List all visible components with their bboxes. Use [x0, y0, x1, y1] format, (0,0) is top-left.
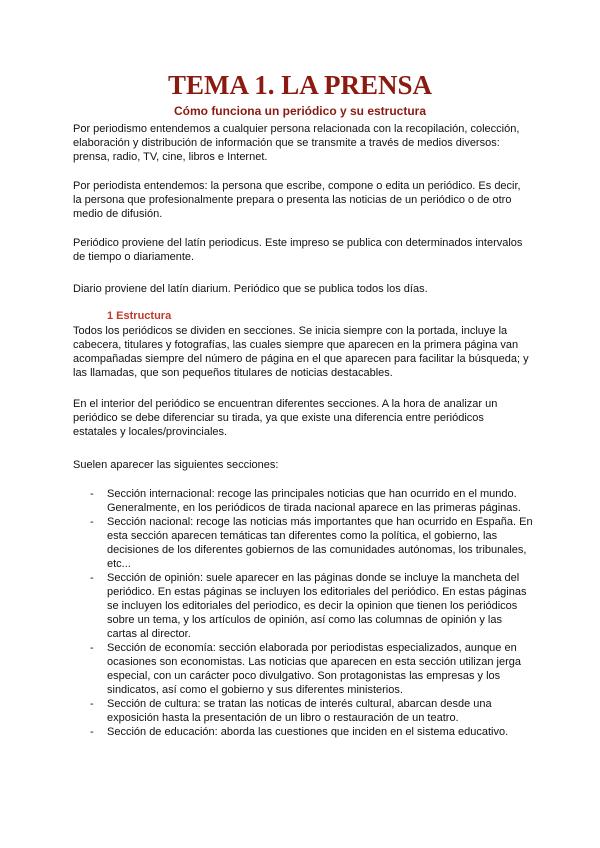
- paragraph-periodista: Por periodista entendemos: la persona que escribe, compone o edita un periódico. Es decir, la persona que profesionalmente prepara o presenta las noticias de un periódico o de otro medio de difusión.: [73, 180, 521, 220]
- list-item-text: Sección de opinión: suele aparecer en las páginas donde se incluye la mancheta del periódico. En estas páginas se incluyen los editoriales del periódico. En estas páginas se incluyen los editoriales del periodico, es decir la opinion que tienen los periódicos sobre un tema, y los artículos de opinión, así como las columnas de opinión y las cartas al director.: [107, 572, 527, 640]
- list-dash: -: [90, 488, 94, 500]
- list-item-text: Sección nacional: recoge las noticias más importantes que han ocurrido en España. En esta sección aparecen temáticas tan diferentes como la política, el gobierno, las decisiones de los diferentes gobiernos de las comunidades autónomas, los tribunales, etc...: [107, 516, 533, 570]
- list-item: [73, 725, 533, 739]
- list-item: [73, 571, 533, 641]
- list-dash: -: [90, 642, 94, 654]
- list-item-text: Sección internacional: recoge las principales noticias que han ocurrido en el mundo. Generalmente, en los periódicos de tirada nacional aparece en las primeras páginas.: [107, 488, 521, 514]
- list-dash: -: [90, 516, 94, 528]
- list-item: [73, 515, 533, 571]
- paragraph-periodico: Periódico proviene del latín periodicus. Este impreso se publica con determinados intervalos de tiempo o diariamente.: [73, 237, 523, 263]
- sections-list: [73, 487, 533, 739]
- page-subtitle: Cómo funciona un periódico y su estructura: [173, 104, 427, 118]
- list-item-text: Sección de educación: aborda las cuestiones que inciden en el sistema educativo.: [107, 726, 509, 738]
- list-item-text: Sección de economía: sección elaborada por periodistas especializados, aunque en ocasiones son economistas. Las noticias que aparecen en esta sección utilizan jerga especial, con un carácter poco divulgativo. Son protagonistas las empresas y los sindicatos, así como el gobierno y sus diferentes ministerios.: [107, 642, 521, 696]
- paragraph-suelen: Suelen aparecer las siguientes secciones:: [73, 459, 279, 471]
- list-item-text: Sección de cultura: se tratan las noticas de interés cultural, abarcan desde una exposición hasta la presentación de un libro o restauración de un teatro.: [107, 698, 492, 724]
- paragraph-diario: Diario proviene del latín diarium. Periódico que se publica todos los días.: [73, 283, 428, 295]
- list-item: [73, 641, 533, 697]
- list-dash: -: [90, 726, 94, 738]
- section-heading-estructura: 1 Estructura: [107, 310, 172, 322]
- paragraph-interior: En el interior del periódico se encuentran diferentes secciones. A la hora de analizar un periódico se debe diferenciar su tirada, ya que existe una diferencia entre periódicos estatales y locales/provinciales.: [73, 398, 498, 438]
- list-item: [73, 697, 533, 725]
- paragraph-secciones: Todos los periódicos se dividen en secciones. Se inicia siempre con la portada, incluye la cabecera, titulares y fotografías, las cuales siempre que aparecen en la primera página van acompañadas siempre del número de página en el que aparecen para facilitar la búsqueda; y las llamadas, que son pequeños titulares de noticias destacables.: [73, 325, 529, 379]
- list-item: [73, 487, 533, 515]
- paragraph-periodismo: Por periodismo entendemos a cualquier persona relacionada con la recopilación, colección, elaboración y distribución de información que se transmite a través de medios diversos: prensa, radio, TV, cine, libros e Internet.: [73, 123, 520, 163]
- list-dash: -: [90, 572, 94, 584]
- list-dash: -: [90, 698, 94, 710]
- page-title: TEMA 1. LA PRENSA: [167, 70, 433, 100]
